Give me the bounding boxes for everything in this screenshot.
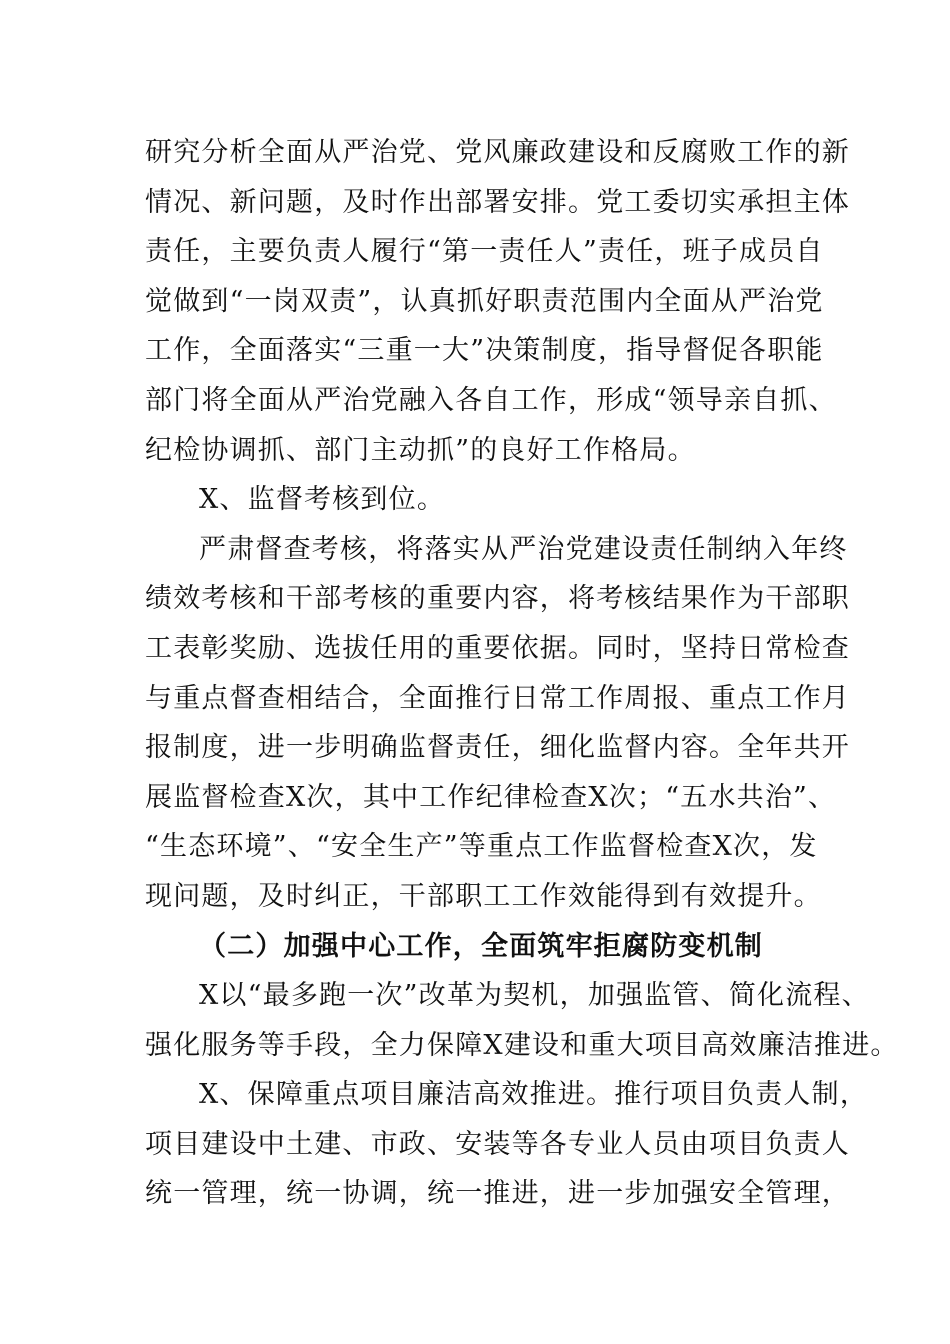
paragraph-line: 报制度，进一步明确监督责任，细化监督内容。全年共开 (145, 732, 850, 764)
paragraph-line: 展监督检查X次，其中工作纪律检查X次；“五水共治”、 (145, 781, 837, 813)
paragraph-line: 严肃督查考核，将落实从严治党建设责任制纳入年终 (199, 533, 848, 565)
paragraph-line: 强化服务等手段，全力保障X建设和重大项目高效廉洁推进。 (145, 1029, 899, 1061)
section-heading: （二）加强中心工作，全面筑牢拒腐防变机制 (199, 930, 763, 962)
paragraph-line: 纪检协调抓、部门主动抓”的良好工作格局。 (145, 434, 696, 466)
paragraph-line: “生态环境”、“安全生产”等重点工作监督检查X次，发 (145, 831, 818, 863)
paragraph-line: X、保障重点项目廉洁高效推进。推行项目负责人制， (199, 1079, 869, 1111)
paragraph-line: 工表彰奖励、选拔任用的重要依据。同时，坚持日常检查 (145, 632, 850, 664)
paragraph-line: 部门将全面从严治党融入各自工作，形成“领导亲自抓、 (145, 384, 837, 416)
paragraph-line: 觉做到“一岗双责”，认真抓好职责范围内全面从严治党 (145, 285, 824, 317)
paragraph-line: X以“最多跑一次”改革为契机，加强监管、简化流程、 (199, 980, 870, 1012)
paragraph-line: 统一管理，统一协调，统一推进，进一步加强安全管理， (145, 1178, 850, 1210)
paragraph-line: 绩效考核和干部考核的重要内容，将考核结果作为干部职 (145, 583, 850, 615)
paragraph-line: 情况、新问题，及时作出部署安排。党工委切实承担主体 (145, 186, 850, 218)
paragraph-line: 与重点督查相结合，全面推行日常工作周报、重点工作月 (145, 682, 850, 714)
paragraph-line: 项目建设中土建、市政、安装等各专业人员由项目负责人 (145, 1128, 850, 1160)
paragraph-line: 责任，主要负责人履行“第一责任人”责任，班子成员自 (145, 236, 824, 268)
body-text (145, 128, 899, 1219)
paragraph-line: 研究分析全面从严治党、党风廉政建设和反腐败工作的新 (145, 137, 850, 168)
paragraph-line: 现问题，及时纠正，干部职工工作效能得到有效提升。 (145, 880, 822, 912)
paragraph-line: 工作，全面落实“三重一大”决策制度，指导督促各职能 (145, 335, 824, 367)
subsection-title: X、监督考核到位。 (199, 484, 446, 516)
